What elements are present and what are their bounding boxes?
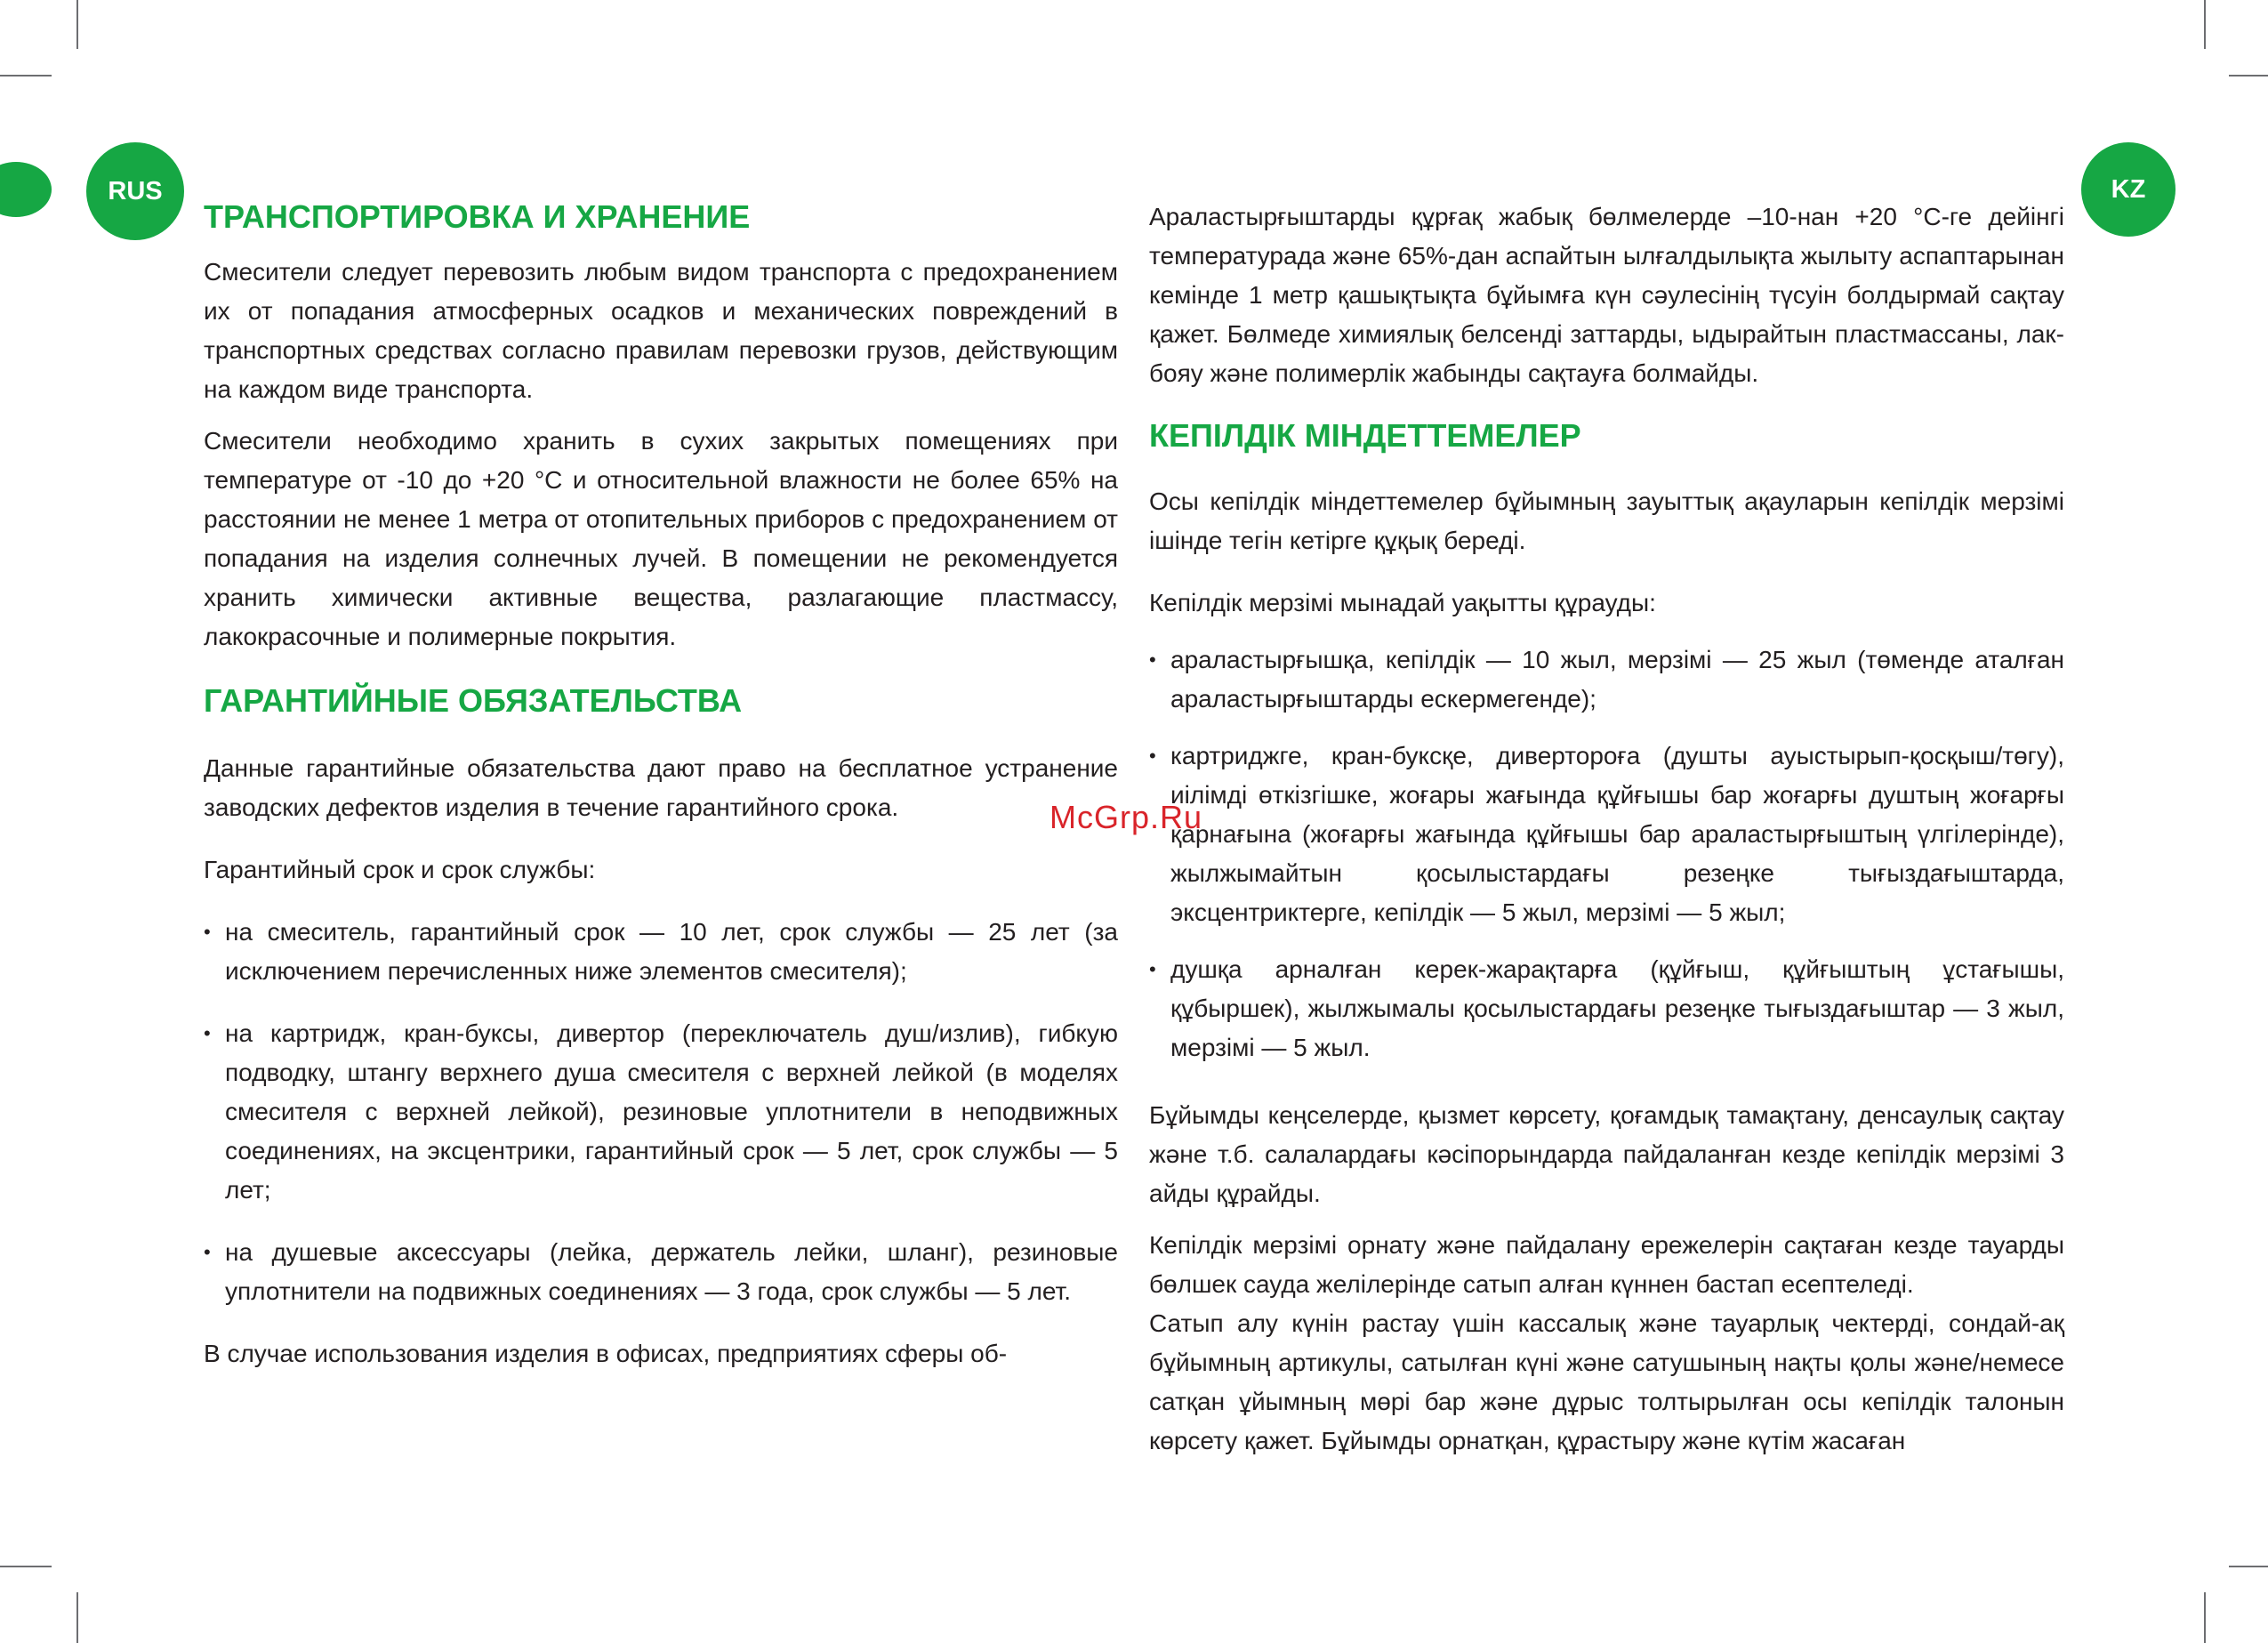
crop-mark xyxy=(2229,1566,2268,1567)
kz-term-start-paragraph: Кепілдік мерзімі орнату және пайдалану ережелерін сақтаған кезде тауарды бөлшек сауда желілерінде сатып алған күннен бастап есептеледі. xyxy=(1149,1231,2064,1298)
kz-office-use-paragraph: Бұйымды кеңселерде, қызмет көрсету, қоғамдық тамақтану, денсаулық сақтау және т.б. салалардағы кәсіпорындарда пайдаланған кезде кепілдік мерзімі 3 айды құрайды. xyxy=(1149,1101,2064,1207)
kz-storage-paragraph: Араластырғыштарды құрғақ жабық бөлмелерде –10-нан +20 °С-ге дейінгі температурада және 65%-дан аспайтын ылғалдылықта жылыту аспаптарынан кемінде 1 метр қашықтықта бұйымға күн сәулесінің түсуін болдырмай сақтау қажет. Бөлмеде химиялық белсенді заттарды, ыдырайтын пластмассаны, лак-бояу және полимерлік жабынды сақтауға болмайды. xyxy=(1149,203,2064,387)
kz-proof-paragraph: Сатып алу күнін растау үшін кассалық және тауарлық чектерді, сондай-ақ бұйымның артикулы, сатылған күні және сатушының нақты қолы және/немесе сатқан ұйымның мөрі бар және дұрыс толтырылған осы кепілдік талонын көрсету қажет. Бұйымды орнатқан, құрастыру және күтім жасаған xyxy=(1149,1309,2064,1454)
crop-mark xyxy=(76,0,78,49)
kz-warranty-paragraph: Осы кепілдік міндеттемелер бұйымның зауыттық ақауларын кепілдік мерзімі ішінде тегін кетірге құқық береді. xyxy=(1149,487,2064,554)
warranty-term-label: Гарантийный срок и срок службы: xyxy=(204,856,596,883)
crop-mark xyxy=(2204,1592,2206,1643)
crop-mark xyxy=(2229,75,2268,77)
kz-column xyxy=(1149,197,2064,1461)
warranty-paragraph: Данные гарантийные обязательства дают право на бесплатное устранение заводских дефектов изделия в течение гарантийного срока. xyxy=(204,754,1118,821)
list-item: • душқа арналған керек-жарақтарға (құйғыш, құйғыштың ұстағышы, құбыршек), жылжымалы қосылыстардағы резеңке тығыздағыштар — 3 жыл, мерзімі — 5 жыл. xyxy=(1149,950,2064,1067)
kz-warranty-term-label: Кепілдік мерзімі мынадай уақытты құрауды: xyxy=(1149,589,1656,616)
list-item: • картриджге, кран-буксқе, дивертороға (душты ауыстырып-қосқыш/төгу), иілімді өткізгішке, жоғары жағында құйғышы бар жоғарғы душтың жоғарғы қарнағына (жоғарғы жағында құйғышы бар араластырғыштың үлгілерінде), жылжымайтын қосылыстардағы резеңке тығыздағыштарда, эксцентриктерге, кепілдік — 5 жыл, мерзімі — 5 жыл; xyxy=(1149,737,2064,932)
watermark: McGrp.Ru xyxy=(1050,799,1203,835)
crop-mark xyxy=(0,75,52,77)
crop-mark xyxy=(76,1592,78,1643)
language-badge-kz: KZ xyxy=(2081,142,2176,237)
warranty-heading: ГАРАНТИЙНЫЕ ОБЯЗАТЕЛЬСТВА xyxy=(204,682,743,719)
crop-mark xyxy=(2204,0,2206,49)
list-item: • араластырғышқа, кепілдік — 10 жыл, мерзімі — 25 жыл (төменде аталған араластырғыштарды ескермегенде); xyxy=(1149,640,2064,719)
list-item: • на душевые аксессуары (лейка, держатель лейки, шланг), резиновые уплотнители на подвижных соединениях — 3 года, срок службы — 5 лет. xyxy=(204,1233,1118,1311)
crop-mark xyxy=(0,1566,52,1567)
language-badge-rus: RUS xyxy=(86,142,184,240)
kz-warranty-heading: КЕПІЛДІК МІНДЕТТЕМЕЛЕР xyxy=(1149,417,1581,454)
storage-paragraph: Смесители необходимо хранить в сухих закрытых помещениях при температуре от -10 до +20 °С и относительной влажности не более 65% на расстоянии не менее 1 метра от отопительных приборов с предохранением от попадания на изделия солнечных лучей. В помещении не рекомендуется хранить химически активные вещества, разлагающие пластмассу, лакокрасочные и полимерные покрытия. xyxy=(204,427,1118,650)
rus-column xyxy=(204,197,1118,1373)
list-item: • на картридж, кран-буксы, дивертор (переключатель душ/излив), гибкую подводку, штангу верхнего душа смесителя с верхней лейкой (в моделях смесителя с верхней лейкой), резиновые уплотнители в неподвижных соединениях, на эксцентрики, гарантийный срок — 5 лет, срок службы — 5 лет; xyxy=(204,1014,1118,1210)
side-tab xyxy=(0,162,52,217)
list-item: • на смеситель, гарантийный срок — 10 лет, срок службы — 25 лет (за исключением перечисленных ниже элементов смесителя); xyxy=(204,913,1118,991)
kz-warranty-list xyxy=(1149,640,2064,1067)
transport-paragraph: Смесители следует перевозить любым видом транспорта с предохранением их от попадания атмосферных осадков и механических повреждений в транспортных средствах согласно правилам перевозки грузов, действующим на каждом виде транспорта. xyxy=(204,258,1118,403)
office-use-paragraph: В случае использования изделия в офисах, предприятиях сферы об- xyxy=(204,1340,1008,1367)
warranty-list xyxy=(204,913,1118,1311)
transport-heading: ТРАНСПОРТИРОВКА И ХРАНЕНИЕ xyxy=(204,198,751,235)
